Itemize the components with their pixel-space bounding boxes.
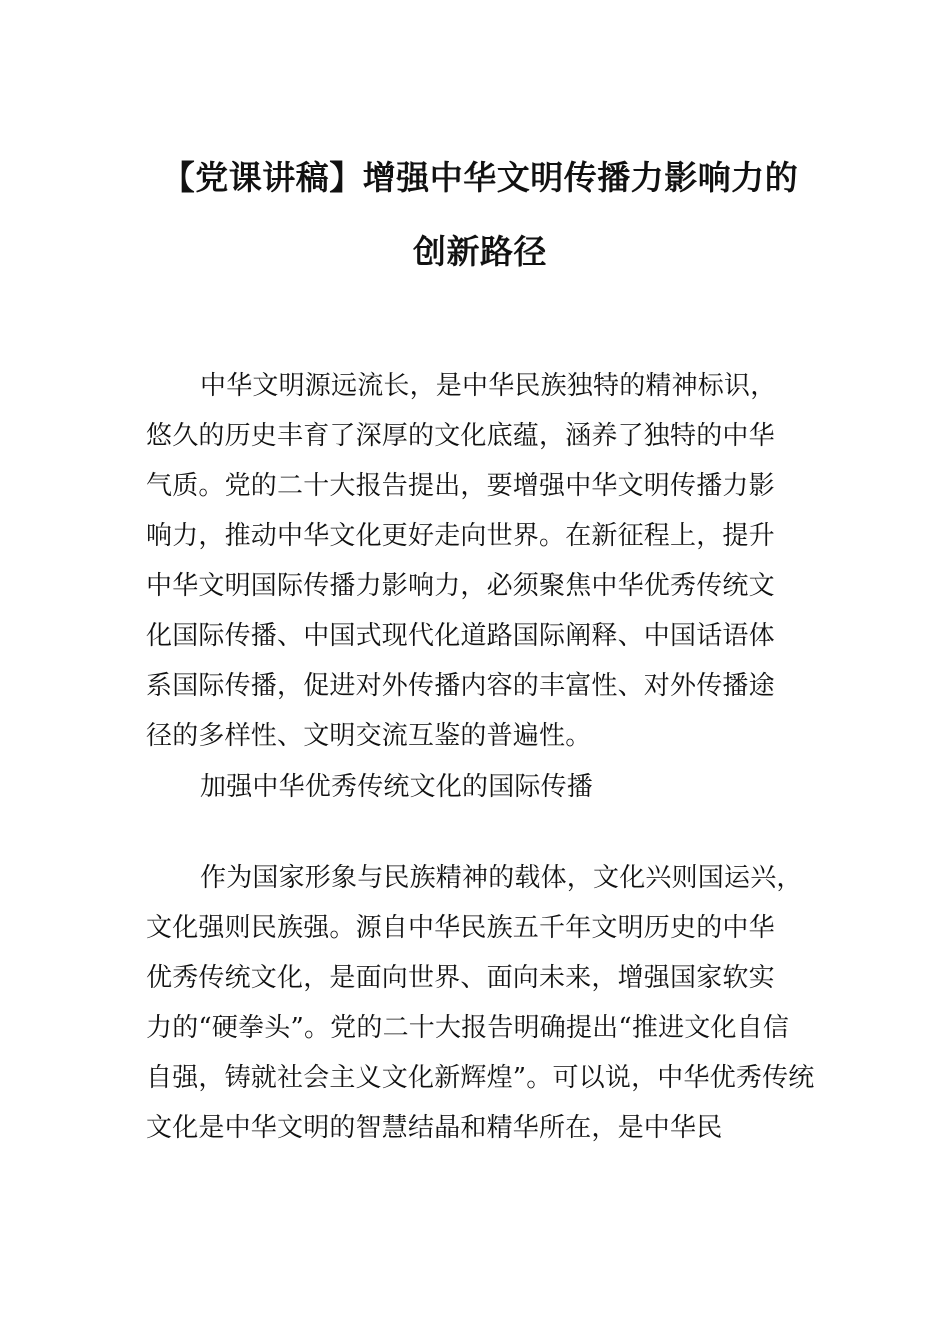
paragraph-1-line-5: 中华文明国际传播力影响力，必须聚焦中华优秀传统文 (146, 571, 775, 601)
paragraph-1-line-6: 化国际传播、中国式现代化道路国际阐释、中国话语体 (146, 621, 775, 651)
paragraph-2-line-4: 力的“硬拳头”。党的二十大报告明确提出“推进文化自信 (146, 1013, 790, 1043)
paragraph-1-line-7: 系国际传播，促进对外传播内容的丰富性、对外传播途 (146, 671, 775, 701)
paragraph-2-line-5: 自强，铸就社会主义文化新辉煌”。可以说，中华优秀传统 (146, 1063, 815, 1093)
paragraph-1-line-3: 气质。党的二十大报告提出，要增强中华文明传播力影 (146, 471, 775, 501)
paragraph-1-line-1: 中华文明源远流长，是中华民族独特的精神标识， (200, 371, 777, 401)
paragraph-2-line-2: 文化强则民族强。源自中华民族五千年文明历史的中华 (146, 913, 775, 943)
paragraph-2-line-3: 优秀传统文化，是面向世界、面向未来，增强国家软实 (146, 963, 775, 993)
document-title-line-1: 【党课讲稿】增强中华文明传播力影响力的 (161, 158, 799, 197)
section-heading: 加强中华优秀传统文化的国际传播 (200, 772, 594, 802)
paragraph-2-line-6: 文化是中华文明的智慧结晶和精华所在，是中华民 (146, 1113, 723, 1143)
paragraph-2-line-1: 作为国家形象与民族精神的载体，文化兴则国运兴， (200, 863, 803, 893)
document-title-line-2: 创新路径 (413, 232, 547, 271)
paragraph-1-line-2: 悠久的历史丰育了深厚的文化底蕴，涵养了独特的中华 (146, 421, 775, 451)
paragraph-1-line-8: 径的多样性、文明交流互鉴的普遍性。 (146, 721, 592, 751)
paragraph-1-line-4: 响力，推动中华文化更好走向世界。在新征程上，提升 (146, 521, 775, 551)
